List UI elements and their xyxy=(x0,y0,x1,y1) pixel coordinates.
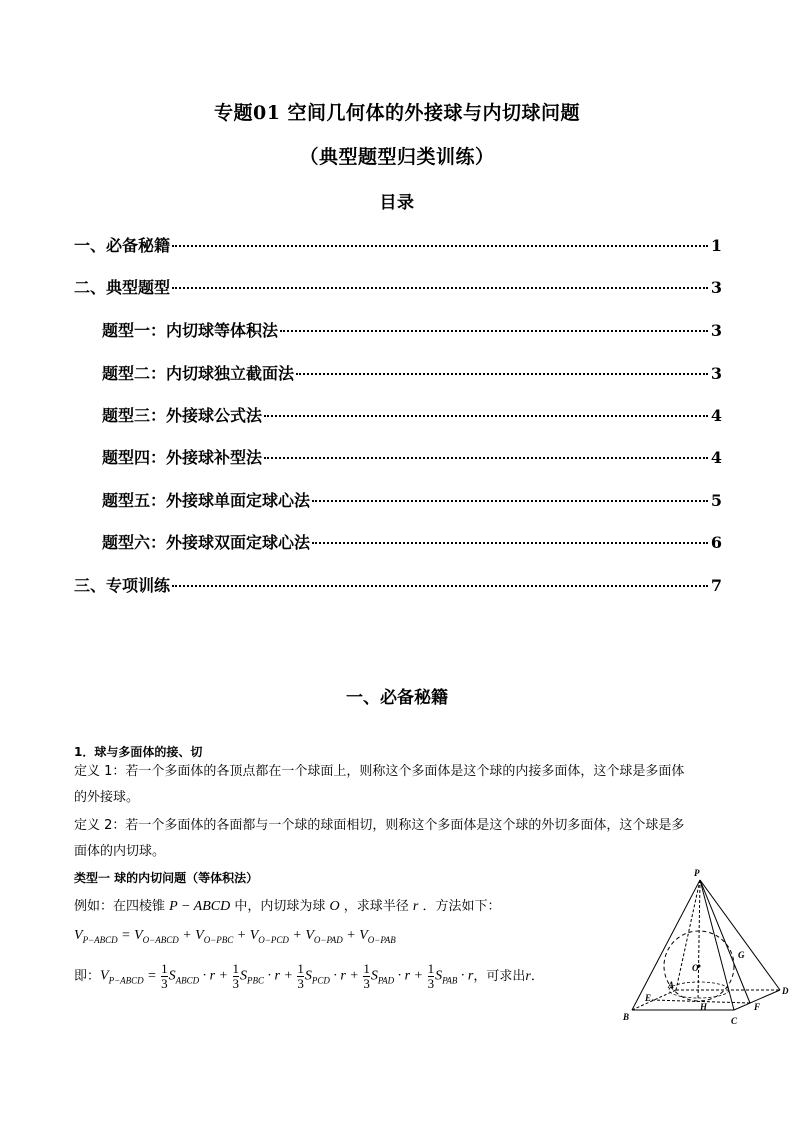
toc-leader-dots xyxy=(312,500,708,502)
vertex-label-p: P xyxy=(694,868,700,878)
toc-item-page: 3 xyxy=(710,278,722,297)
definition-1-line-1: 定义 1：若一个多面体的各顶点都在一个球面上，则称这个多面体是这个球的内接多面体，这个球是多面体 xyxy=(74,764,685,779)
toc-item-label: 题型四：外接球补型法 xyxy=(102,448,263,467)
toc-item-type-3[interactable] xyxy=(102,403,722,426)
toc-heading: 目录 xyxy=(379,193,415,213)
toc-item-page: 3 xyxy=(710,321,722,340)
toc-item-page: 5 xyxy=(710,491,722,510)
toc-item-section-2[interactable] xyxy=(74,275,722,298)
toc-item-label: 三、专项训练 xyxy=(74,576,171,595)
vertex-label-d: D xyxy=(782,986,789,996)
definition-2-line-2: 面体的内切球。 xyxy=(74,844,166,859)
toc-leader-dots xyxy=(172,585,708,587)
toc-item-section-1[interactable] xyxy=(74,233,722,256)
toc-leader-dots xyxy=(312,542,708,544)
definition-1-line-2: 的外接球。 xyxy=(74,790,140,805)
example-solid: P − ABCD xyxy=(169,899,231,914)
point-label-g: G xyxy=(738,950,745,960)
lateral-edge-pa xyxy=(676,880,700,990)
toc-item-page: 3 xyxy=(710,364,722,383)
lateral-edge-pb xyxy=(632,880,700,1010)
center-label-o: O xyxy=(692,963,699,973)
volume-sum-formula: $V_{P-ABCD} = V_{O-ABCD} + V_{O-PBC} + V_{O-PCD} + V_{O-PAD} + V_{O-PAB}$ xyxy=(74,928,396,945)
vertex-label-c: C xyxy=(731,1016,738,1026)
document-subtitle: （典型题型归类训练） xyxy=(299,146,495,168)
formula-radius: r xyxy=(525,969,531,985)
document-title: 专题01 空间几何体的外接球与内切球问题 xyxy=(213,102,581,124)
point-label-e: E xyxy=(645,993,652,1003)
example-line xyxy=(74,895,501,919)
example-ask: ，求球半径 xyxy=(343,899,409,914)
lateral-edge-pd xyxy=(700,880,780,990)
formula-conclusion: ，可求出 xyxy=(473,969,526,985)
vertex-label-b: B xyxy=(623,1012,630,1022)
toc-item-page: 7 xyxy=(710,576,722,595)
toc-item-label: 题型三：外接球公式法 xyxy=(102,406,263,425)
formula-prefix: 即： xyxy=(74,969,101,985)
toc-item-page: 4 xyxy=(710,448,722,467)
slant-height-pf xyxy=(700,880,750,1003)
subsection-heading: 1．球与多面体的接、切 xyxy=(74,745,203,759)
toc-item-page: 6 xyxy=(710,533,722,552)
formula-period: ． xyxy=(530,969,544,985)
toc-item-page: 4 xyxy=(710,406,722,425)
toc-item-label: 题型一：内切球等体积法 xyxy=(102,321,279,340)
point-label-h: H xyxy=(700,1002,708,1012)
definition-2-line-1: 定义 2：若一个多面体的各面都与一个球的球面相切，则称这个多面体是这个球的外切多面体，这个球是多 xyxy=(74,818,685,833)
example-end: ．方法如下： xyxy=(422,899,501,914)
vertex-label-a: A xyxy=(668,980,675,990)
toc-item-type-4[interactable] xyxy=(102,445,722,468)
toc-item-type-5[interactable] xyxy=(102,488,722,511)
toc-item-label: 题型二：内切球独立截面法 xyxy=(102,364,295,383)
toc-leader-dots xyxy=(296,373,708,375)
toc-leader-dots xyxy=(264,457,708,459)
toc-leader-dots xyxy=(280,330,708,332)
pyramid-inscribed-sphere-figure xyxy=(612,862,792,1028)
volume-area-formula xyxy=(74,962,544,993)
toc-item-section-3[interactable] xyxy=(74,573,722,596)
toc-item-page: 1 xyxy=(710,236,722,255)
section-heading: 一、必备秘籍 xyxy=(346,688,448,708)
toc-leader-dots xyxy=(172,245,708,247)
formula-body: $V_{P-ABCD}$ = $\frac{1}{3}$ $S_{ABCD} \cdot r$ + $\frac{1}{3}$ $S_{PBC} \cdot r$ + $\frac{1}{3}$ $S_{PCD} \cdot r$ + $\frac{1}{3}$ $S_{PAD} \cdot r$ + $\frac{1}{3}$ $S_{PAB} \cdot r$ xyxy=(100,961,474,991)
toc-leader-dots xyxy=(172,287,708,289)
toc-item-type-6[interactable] xyxy=(102,530,722,553)
toc-item-label: 题型五：外接球单面定球心法 xyxy=(102,491,311,510)
toc-item-type-2[interactable] xyxy=(102,361,722,384)
toc-item-label: 题型六：外接球双面定球心法 xyxy=(102,533,311,552)
toc-item-label: 二、典型题型 xyxy=(74,278,171,297)
example-middle: 中，内切球为球 xyxy=(234,899,326,914)
example-prefix: 例如：在四棱锥 xyxy=(74,899,166,914)
example-radius: r xyxy=(412,899,419,914)
type-heading: 类型一 球的内切问题（等体积法） xyxy=(74,871,259,885)
toc-item-label: 一、必备秘籍 xyxy=(74,236,171,255)
point-label-f: F xyxy=(754,1002,761,1012)
toc-leader-dots xyxy=(264,415,708,417)
example-sphere: O xyxy=(329,899,340,914)
toc-item-type-1[interactable] xyxy=(102,318,722,341)
